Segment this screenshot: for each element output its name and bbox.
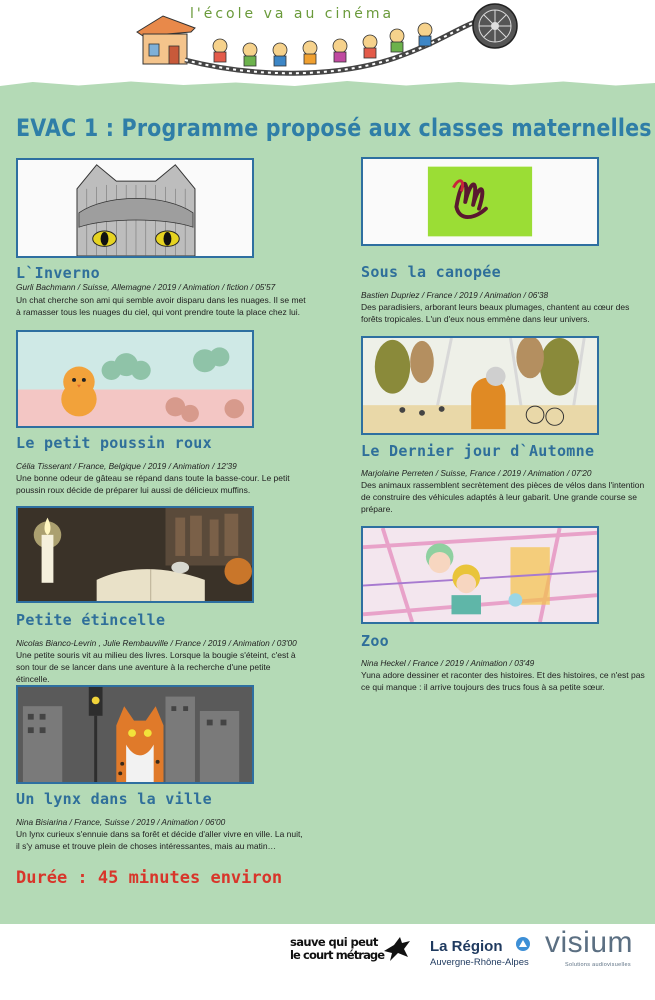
film-still-lynx-dans-la-ville: [16, 685, 254, 784]
film-description: Un chat cherche son ami qui semble avoir disparu dans les nuages. Il se met à ramasser tous les nuages du ciel, qui vont prendre toute la place chez lui.: [16, 295, 306, 317]
flying-figure-icon: [382, 935, 412, 963]
film-still-sous-la-canopee: [361, 157, 599, 246]
film-description: Yuna adore dessiner et raconter des histoires. Et des histoires, ce n'est pas ce qui manque : il arrive toujours des trucs fous à sa petite sœur.: [361, 670, 645, 692]
film-title: L`Inverno: [16, 264, 100, 282]
film-credits: Gurli Bachmann / Suisse, Allemagne / 2019 / Animation / fiction / 05'57: [16, 282, 276, 292]
sauve-qui-peut-line1: sauve qui peut: [290, 935, 378, 949]
programme-duration: Durée : 45 minutes environ: [16, 868, 283, 888]
header: [0, 0, 655, 86]
film-credits: Nicolas Bianco-Levrin , Julie Rembauville / France / 2019 / Animation / 03'00: [16, 638, 297, 648]
film-title: Sous la canopée: [361, 263, 501, 281]
region-name: La Région: [430, 938, 503, 955]
film-credits: Célia Tisserant / France, Belgique / 2019 / Animation / 12'39: [16, 461, 237, 471]
logo-lettering: l'école va au cinéma: [190, 6, 395, 22]
film-description: Des paradisiers, arborant leurs beaux plumages, chantent au cœur des forêts tropicales. L'un d'eux nous emmène dans leur univers.: [361, 302, 630, 324]
film-description: Des animaux rassemblent secrètement des pièces de vélos dans l'intention de construire des véhicules adaptés à leur gabarit. Une grande course se prépare.: [361, 480, 645, 514]
visium-name: visium: [545, 926, 634, 959]
visium-logo: [545, 926, 653, 972]
visium-subtitle: Solutions audiovisuelles: [565, 962, 631, 968]
film-credits: Nina Bisiarina / France, Suisse / 2019 / Animation / 06'00: [16, 817, 226, 827]
film-still-zoo: [361, 526, 599, 624]
film-description: Une petite souris vit au milieu des livres. Lorsque la bougie s'éteint, c'est à son tour de se lancer dans une aventure à la recherche d'une petite étincelle.: [16, 650, 296, 684]
film-description: Un lynx curieux s'ennuie dans sa forêt et décide d'aller vivre en ville. La nuit, il s'y amuse et trouve plein de choses intéressantes, mais au matin…: [16, 829, 303, 851]
film-title: Le Dernier jour d`Automne: [361, 442, 595, 460]
la-region-logo: [430, 938, 540, 974]
film-title: Le petit poussin roux: [16, 434, 212, 452]
film-still-inverno: [16, 158, 254, 258]
film-still-petit-poussin-roux: [16, 330, 254, 428]
film-description: Une bonne odeur de gâteau se répand dans toute la basse-cour. Le petit poussin roux décide de préparer lui aussi de délicieux muffins.: [16, 473, 290, 495]
region-subtitle: Auvergne-Rhône-Alpes: [430, 957, 529, 968]
film-still-petite-etincelle: [16, 506, 254, 603]
film-credits: Bastien Dupriez / France / 2019 / Animation / 06'38: [361, 290, 549, 300]
film-credits: Marjolaine Perreten / Suisse, France / 2019 / Animation / 07'20: [361, 468, 592, 478]
film-title: Zoo: [361, 632, 389, 650]
ecole-cinema-logo: [135, 0, 525, 82]
page-title: EVAC 1 : Programme proposé aux classes maternelles: [16, 114, 652, 142]
sauve-qui-peut-logo: [290, 935, 415, 969]
region-emblem-icon: [515, 936, 531, 952]
film-title: Un lynx dans la ville: [16, 790, 212, 808]
sauve-qui-peut-line2: le court métrage: [290, 948, 385, 962]
film-still-dernier-jour-automne: [361, 336, 599, 435]
film-credits: Nina Heckel / France / 2019 / Animation / 03'49: [361, 658, 535, 668]
film-title: Petite étincelle: [16, 611, 166, 629]
